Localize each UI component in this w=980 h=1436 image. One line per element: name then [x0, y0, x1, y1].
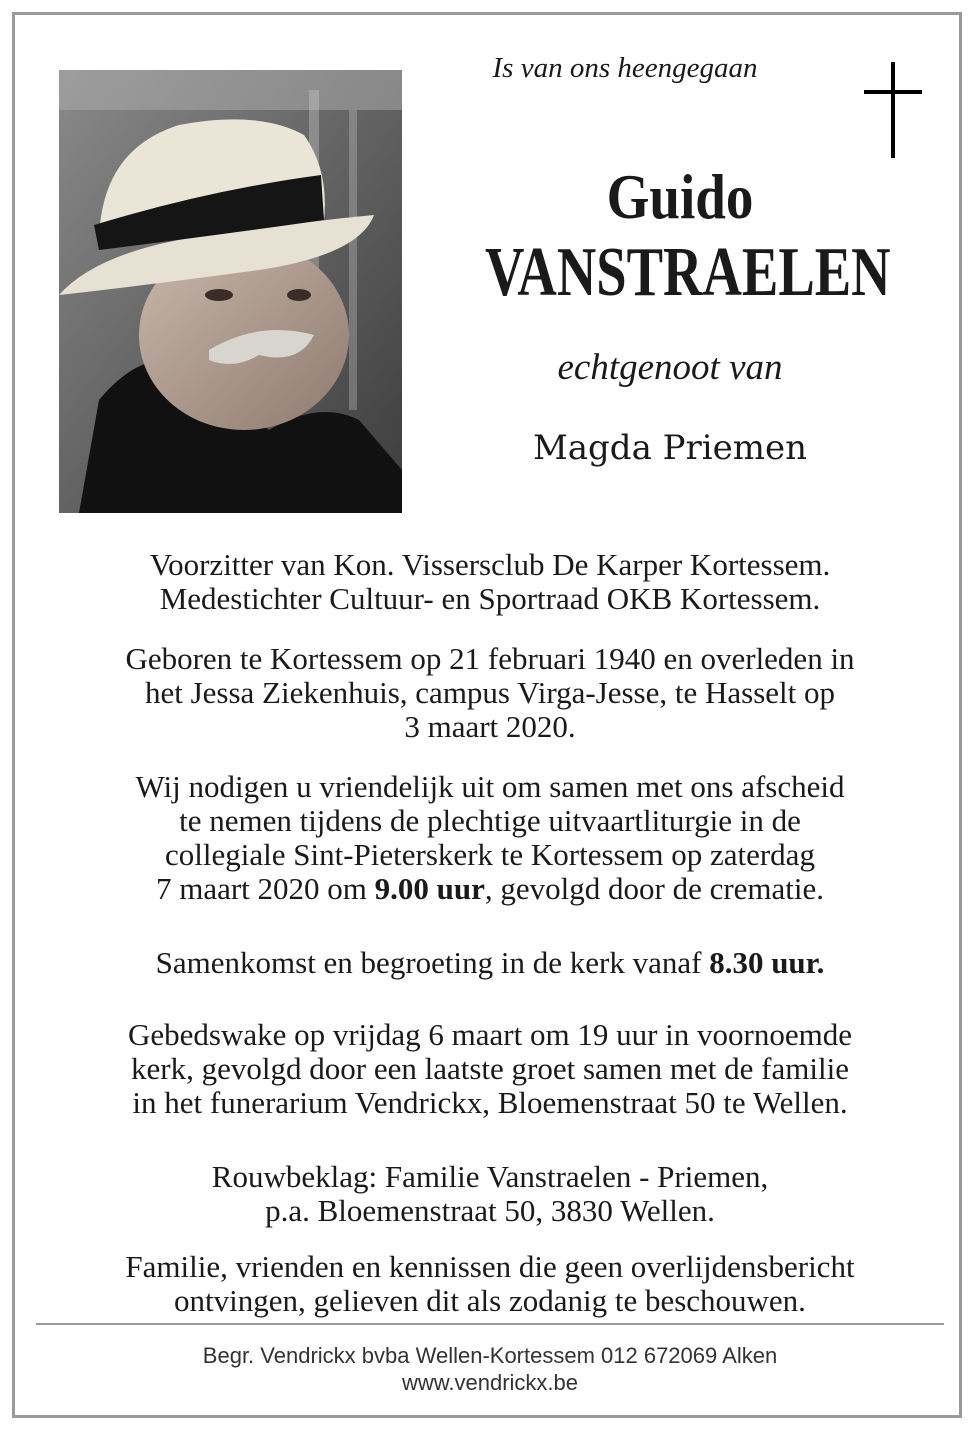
- text-line: Wij nodigen u vriendelijk uit om samen met ons afscheid: [135, 769, 845, 804]
- text-line: kerk, gevolgd door een laatste groet samen met de familie: [131, 1051, 849, 1086]
- text-line: 3 maart 2020.: [404, 709, 576, 744]
- gathering-time: 8.30 uur.: [709, 945, 825, 980]
- footer: [40, 1342, 940, 1396]
- text-line: [40, 946, 940, 980]
- text-line: Geboren te Kortessem op 21 februari 1940 en overleden in: [125, 641, 855, 676]
- deceased-last-name: VANSTRAELEN: [485, 234, 891, 311]
- portrait-photo: [59, 70, 402, 513]
- paragraph-notice: [40, 1250, 940, 1318]
- deceased-first-name: Guido: [606, 161, 754, 232]
- footer-divider: [36, 1323, 944, 1325]
- paragraph-vigil: [40, 1018, 940, 1120]
- paragraph-funeral: [40, 770, 940, 906]
- intro-text: Is van ons heengegaan: [492, 52, 758, 84]
- text-segment: Samenkomst en begroeting in de kerk vanaf: [155, 945, 710, 980]
- paragraph-birth-death: [40, 642, 940, 744]
- footer-website: www.vendrickx.be: [401, 1370, 579, 1395]
- text-line: te nemen tijdens de plechtige uitvaartliturgie in de: [179, 803, 801, 838]
- text-line: collegiale Sint-Pieterskerk te Kortessem op zaterdag: [165, 837, 815, 872]
- text-line: Rouwbeklag: Familie Vanstraelen - Priemen,: [211, 1159, 769, 1194]
- spouse-label: echtgenoot van: [557, 347, 783, 388]
- text-line: Voorzitter van Kon. Vissersclub De Karper Kortessem.: [149, 547, 831, 582]
- text-segment: 7 maart 2020 om: [155, 871, 375, 906]
- text-line: Medestichter Cultuur- en Sportraad OKB Kortessem.: [159, 581, 821, 616]
- text-segment: , gevolgd door de crematie.: [484, 871, 825, 906]
- paragraph-roles: [40, 548, 940, 616]
- footer-company: Begr. Vendrickx bvba Wellen-Kortessem 012 672069 Alken: [202, 1343, 778, 1368]
- text-line: ontvingen, gelieven dit als zodanig te beschouwen.: [174, 1283, 806, 1318]
- paragraph-gathering: [40, 946, 940, 980]
- funeral-time: 9.00 uur: [374, 871, 485, 906]
- text-line: p.a. Bloemenstraat 50, 3830 Wellen.: [265, 1193, 715, 1228]
- text-line: [40, 872, 940, 906]
- cross-icon: [864, 62, 922, 158]
- spouse-name: Magda Priemen: [532, 428, 808, 468]
- paragraph-condolences: [40, 1160, 940, 1228]
- text-line: het Jessa Ziekenhuis, campus Virga-Jesse, te Hasselt op: [144, 675, 836, 710]
- text-line: in het funerarium Vendrickx, Bloemenstraat 50 te Wellen.: [132, 1085, 848, 1120]
- text-line: Familie, vrienden en kennissen die geen overlijdensbericht: [125, 1249, 855, 1284]
- text-line: Gebedswake op vrijdag 6 maart om 19 uur in voornoemde: [127, 1017, 852, 1052]
